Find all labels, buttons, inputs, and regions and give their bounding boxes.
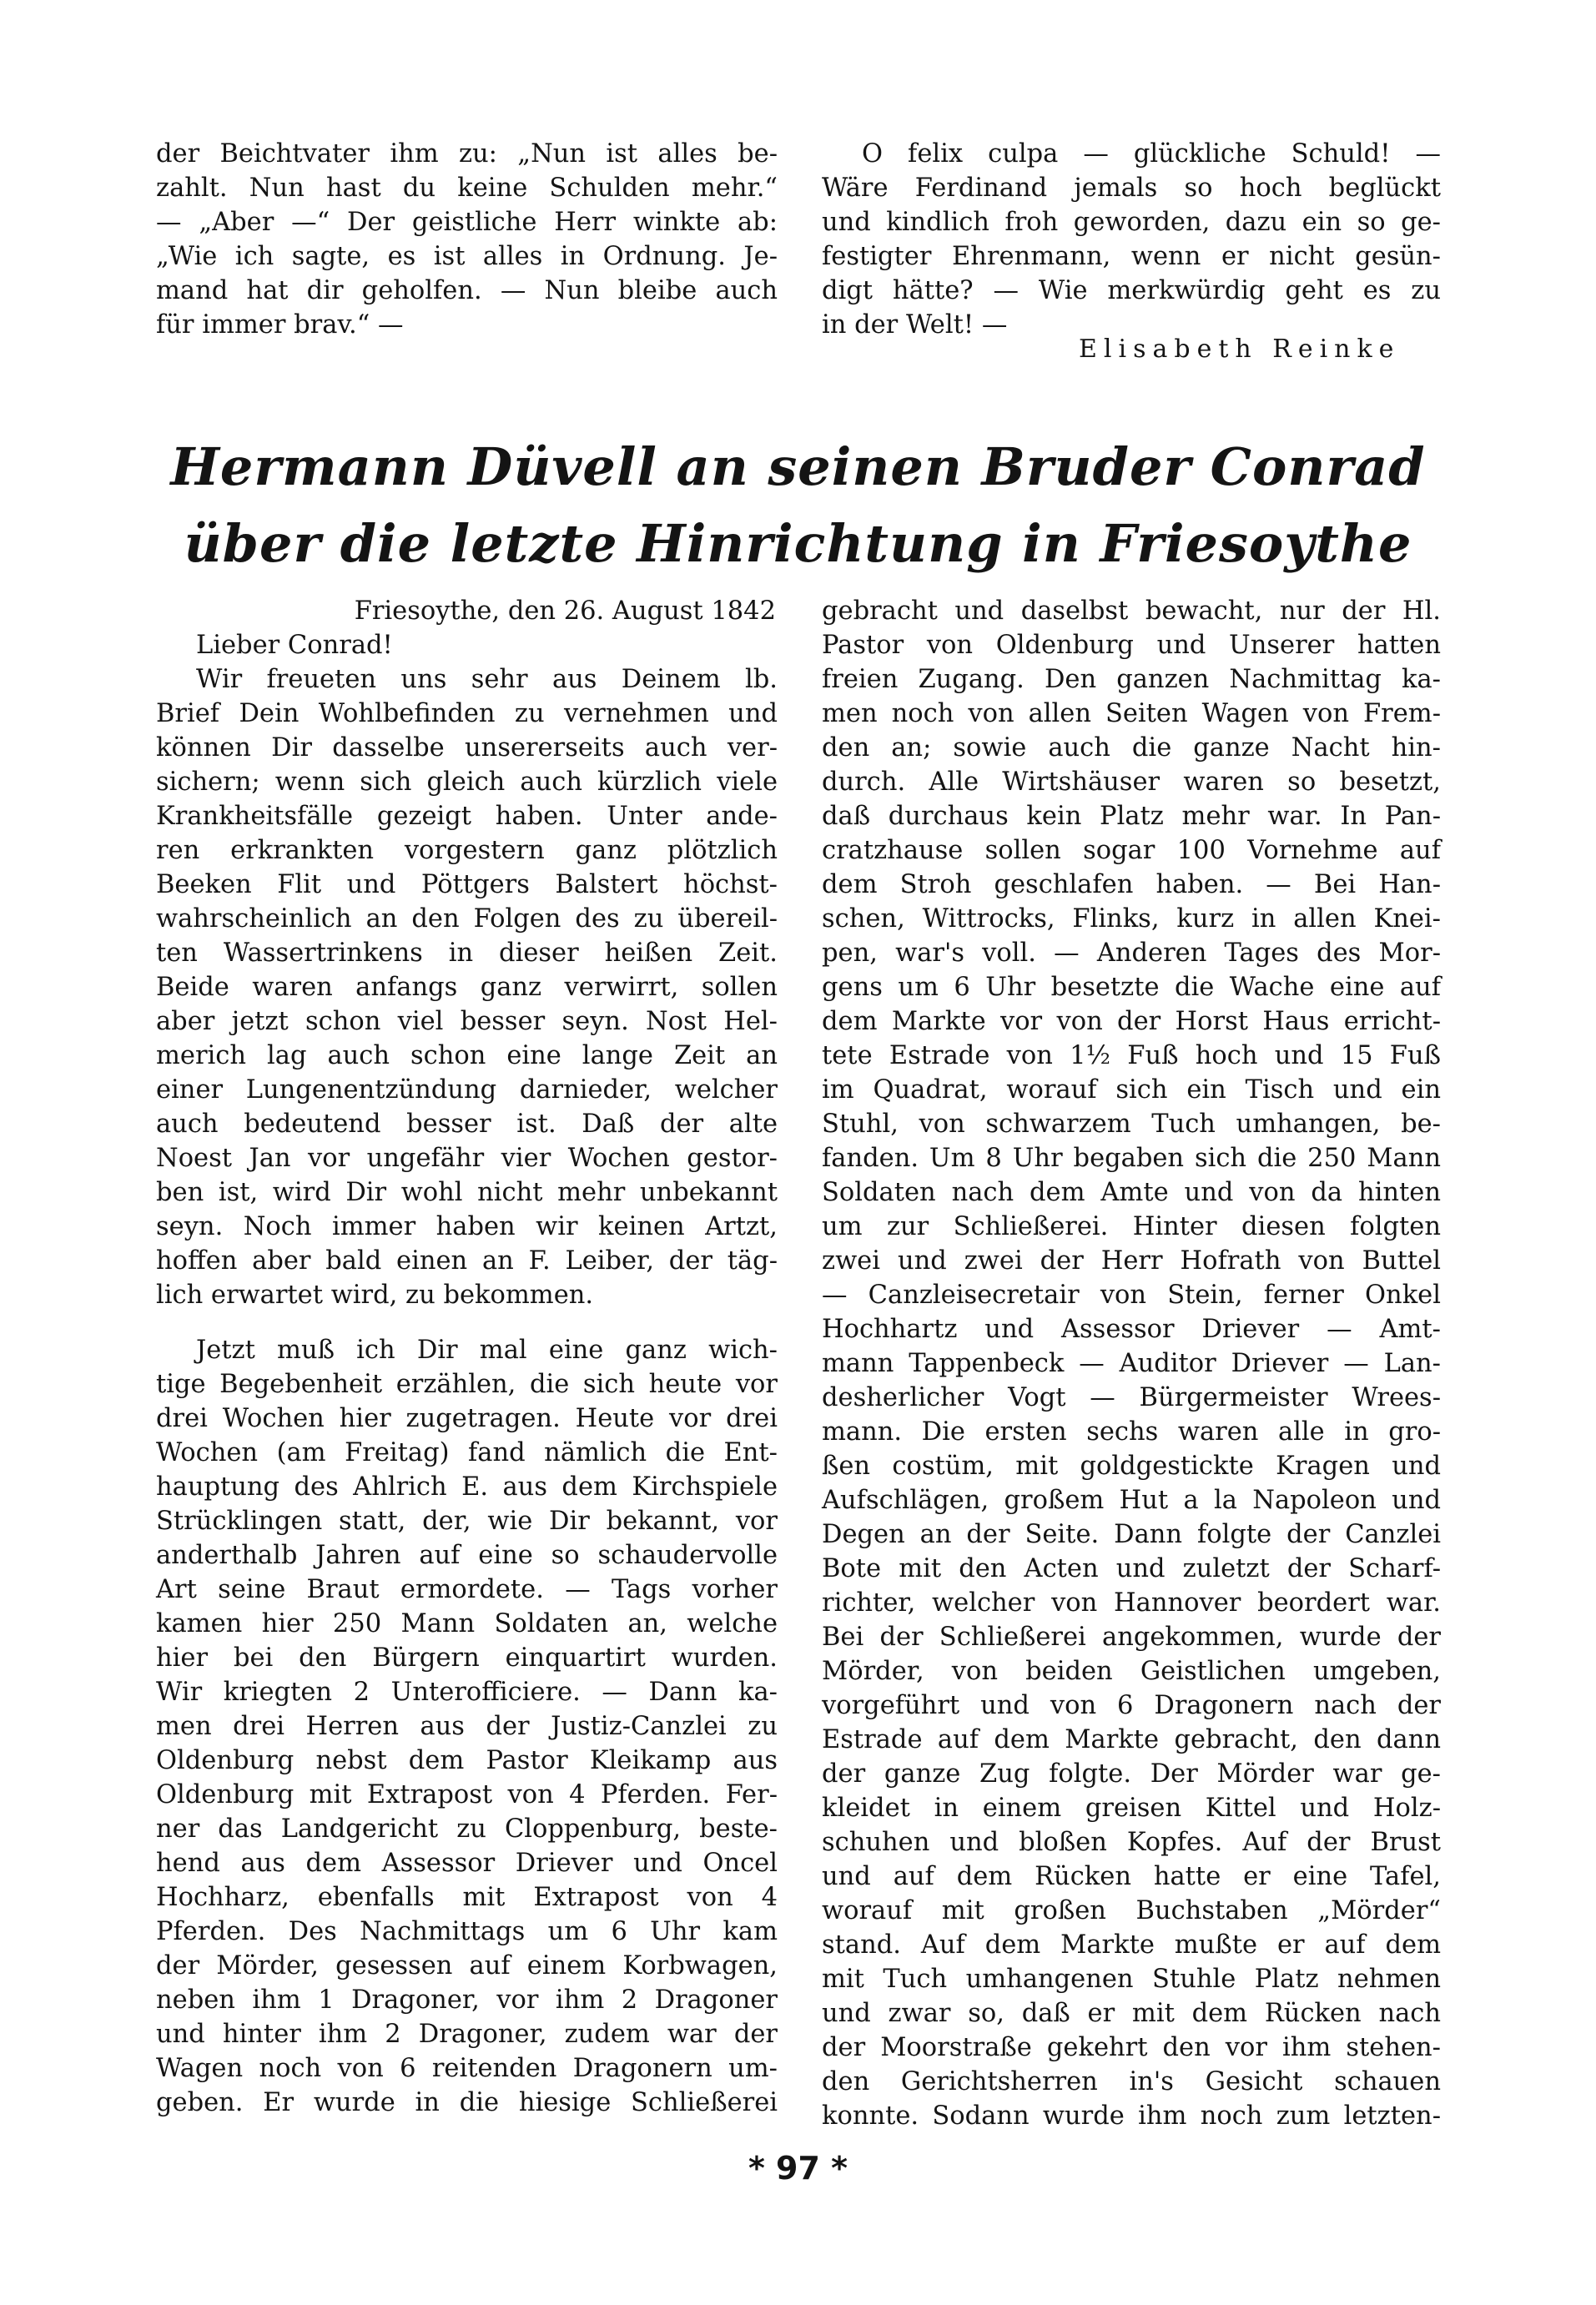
text-line: um zur Schließerei. Hinter diesen folgten <box>822 1212 1441 1241</box>
intro-right-column <box>822 137 1441 342</box>
text-line: für immer brav.“ — <box>156 310 404 340</box>
text-line: Mörder, von beiden Geistlichen umgeben, <box>822 1657 1441 1686</box>
text-line: anderthalb Jahren auf eine so schaudervolle <box>156 1541 778 1570</box>
text-line: freien Zugang. Den ganzen Nachmittag ka- <box>822 665 1441 694</box>
text-line: dem Markte vor von der Horst Haus erricht- <box>822 1007 1441 1036</box>
text-line: — „Aber —“ Der geistliche Herr winkte ab: <box>156 208 778 237</box>
text-line: schuhen und bloßen Kopfes. Auf der Brust <box>822 1828 1441 1857</box>
text-line: Beide waren anfangs ganz verwirrt, sollen <box>156 973 778 1002</box>
text-line: der ganze Zug folgte. Der Mörder war ge- <box>822 1759 1441 1789</box>
text-line: men noch von allen Seiten Wagen von Frem- <box>822 699 1441 728</box>
text-line: den an; sowie auch die ganze Nacht hin- <box>822 733 1441 762</box>
text-line: können Dir dasselbe unsererseits auch ver- <box>156 733 778 762</box>
text-line: Stuhl, von schwarzem Tuch umhangen, be- <box>822 1110 1441 1139</box>
text-line: O felix culpa — glückliche Schuld! — <box>862 139 1441 169</box>
text-line: stand. Auf dem Markte mußte er auf dem <box>822 1930 1441 1960</box>
text-line: hier bei den Bürgern einquartirt wurden. <box>156 1643 778 1673</box>
text-line: hoffen aber bald einen an F. Leiber, der täg- <box>156 1246 778 1276</box>
text-line: Pastor von Oldenburg und Unserer hatten <box>822 631 1441 660</box>
text-line: Aufschlägen, großem Hut a la Napoleon und <box>822 1486 1441 1515</box>
text-line: ten Wassertrinkens in dieser heißen Zeit. <box>156 939 778 968</box>
letter-right-column <box>822 594 1441 2133</box>
text-line: mann. Die ersten sechs waren alle in gro- <box>822 1417 1441 1447</box>
article-title-line-2: über die letzte Hinrichtung in Friesoythe <box>184 513 1412 574</box>
text-line: Jetzt muß ich Dir mal eine ganz wich- <box>196 1336 778 1365</box>
text-line: lich erwartet wird, zu bekommen. <box>156 1281 594 1310</box>
text-line: Hochhartz und Assessor Driever — Amt- <box>822 1315 1441 1344</box>
paragraph-2 <box>156 1333 778 2120</box>
text-line: Wir freueten uns sehr aus Deinem lb. <box>196 665 778 694</box>
text-line: im Quadrat, worauf sich ein Tisch und ein <box>822 1075 1441 1105</box>
text-line: — Canzleisecretair von Stein, ferner Onkel <box>822 1281 1441 1310</box>
text-line: Estrade auf dem Markte gebracht, den dann <box>822 1725 1441 1754</box>
text-line: Noest Jan vor ungefähr vier Wochen gestor- <box>156 1144 778 1173</box>
text-line: gebracht und daselbst bewacht, nur der Hl. <box>822 596 1441 626</box>
text-line: und auf dem Rücken hatte er eine Tafel, <box>822 1862 1441 1891</box>
text-line: mit Tuch umhangenen Stuhle Platz nehmen <box>822 1965 1441 1994</box>
text-line: festigter Ehrenmann, wenn er nicht gesün- <box>822 242 1441 271</box>
text-line: Pferden. Des Nachmittags um 6 Uhr kam <box>156 1917 778 1946</box>
text-line: desherlicher Vogt — Bürgermeister Wrees- <box>822 1383 1441 1412</box>
text-line: und hinter ihm 2 Dragoner, zudem war der <box>156 2020 778 2049</box>
page-number: * 97 * <box>748 2150 848 2187</box>
text-line: digt hätte? — Wie merkwürdig geht es zu <box>822 276 1441 305</box>
text-line: zwei und zwei der Herr Hofrath von Buttel <box>822 1246 1441 1276</box>
letter-left-column <box>156 594 778 2120</box>
text-line: Art seine Braut ermordete. — Tags vorher <box>156 1575 778 1604</box>
text-line: neben ihm 1 Dragoner, vor ihm 2 Dragoner <box>156 1985 778 2015</box>
text-line: men drei Herren aus der Justiz-Canzlei zu <box>156 1712 778 1741</box>
text-line: Krankheitsfälle gezeigt haben. Unter ande- <box>156 802 778 831</box>
text-line: richter, welcher von Hannover beordert war. <box>822 1588 1441 1618</box>
text-line: seyn. Noch immer haben wir keinen Artzt, <box>156 1212 778 1241</box>
text-line: fanden. Um 8 Uhr begaben sich die 250 Mann <box>822 1144 1441 1173</box>
text-line: den Gerichtsherren in's Gesicht schauen <box>822 2067 1441 2096</box>
text-line: Oldenburg nebst dem Pastor Kleikamp aus <box>156 1746 778 1775</box>
intro-left-column <box>156 137 778 342</box>
paragraph-1 <box>156 662 778 1312</box>
text-line: konnte. Sodann wurde ihm noch zum letzten- <box>822 2101 1441 2131</box>
text-line: Beeken Flit und Pöttgers Balstert höchst- <box>156 870 778 899</box>
text-line: Bei der Schließerei angekommen, wurde der <box>822 1623 1441 1652</box>
text-line: Strücklingen statt, der, wie Dir bekannt, vor <box>156 1507 778 1536</box>
text-line: der Mörder, gesessen auf einem Korbwagen, <box>156 1951 778 1980</box>
text-line: aber jetzt schon viel besser seyn. Nost Hel- <box>156 1007 778 1036</box>
text-line: merich lag auch schon eine lange Zeit an <box>156 1041 778 1070</box>
text-line: sichern; wenn sich gleich auch kürzlich viele <box>156 767 778 797</box>
text-line: ner das Landgericht zu Cloppenburg, beste- <box>156 1814 778 1844</box>
text-line: Wagen noch von 6 reitenden Dragonern um- <box>156 2054 778 2083</box>
text-line: durch. Alle Wirtshäuser waren so besetzt, <box>822 767 1441 797</box>
letter-dateline: Friesoythe, den 26. August 1842 <box>354 596 776 626</box>
text-line: worauf mit großen Buchstaben „Mörder“ <box>822 1896 1441 1925</box>
text-line: einer Lungenentzündung darnieder, welcher <box>156 1075 778 1105</box>
text-line: Degen an der Seite. Dann folgte der Canzlei <box>822 1520 1441 1549</box>
text-line: Soldaten nach dem Amte und von da hinten <box>822 1178 1441 1207</box>
text-line: Hochharz, ebenfalls mit Extrapost von 4 <box>156 1883 778 1912</box>
text-line: und kindlich froh geworden, dazu ein so ge- <box>822 208 1441 237</box>
letter-salutation: Lieber Conrad! <box>196 631 393 660</box>
text-line: cratzhause sollen sogar 100 Vornehme auf <box>822 836 1441 865</box>
text-line: der Beichtvater ihm zu: „Nun ist alles be- <box>156 139 778 169</box>
text-line: mann Tappenbeck — Auditor Driever — Lan- <box>822 1349 1441 1378</box>
text-line: kleidet in einem greisen Kittel und Holz- <box>822 1794 1441 1823</box>
text-line: mand hat dir geholfen. — Nun bleibe auch <box>156 276 778 305</box>
text-line: in der Welt! — <box>822 310 1008 340</box>
article-title-line-1: Hermann Düvell an seinen Bruder Conrad <box>170 436 1426 497</box>
text-line: pen, war's voll. — Anderen Tages des Mor- <box>822 939 1441 968</box>
text-line: ßen costüm, mit goldgestickte Kragen und <box>822 1452 1441 1481</box>
text-line: daß durchaus kein Platz mehr war. In Pan- <box>822 802 1441 831</box>
text-line: „Wie ich sagte, es ist alles in Ordnung. Je- <box>156 242 778 271</box>
text-line: drei Wochen hier zugetragen. Heute vor drei <box>156 1404 778 1433</box>
text-line: kamen hier 250 Mann Soldaten an, welche <box>156 1609 778 1638</box>
text-line: Bote mit den Acten und zuletzt der Scharf- <box>822 1554 1441 1583</box>
text-line: hend aus dem Assessor Driever und Oncel <box>156 1849 778 1878</box>
text-line: Wir kriegten 2 Unterofficiere. — Dann ka- <box>156 1678 778 1707</box>
text-line: Wochen (am Freitag) fand nämlich die Ent- <box>156 1438 778 1467</box>
text-line: der Moorstraße gekehrt den vor ihm stehen- <box>822 2033 1441 2062</box>
text-line: ben ist, wird Dir wohl nicht mehr unbekannt <box>156 1178 778 1207</box>
text-line: tige Begebenheit erzählen, die sich heute vor <box>156 1370 778 1399</box>
text-line: vorgeführt und von 6 Dragonern nach der <box>822 1691 1441 1720</box>
text-line: Oldenburg mit Extrapost von 4 Pferden. Fer- <box>156 1780 778 1809</box>
text-line: tete Estrade von 1½ Fuß hoch und 15 Fuß <box>822 1041 1441 1070</box>
text-line: hauptung des Ahlrich E. aus dem Kirchspiele <box>156 1472 778 1502</box>
author-signature: Elisabeth Reinke <box>1079 335 1401 364</box>
text-line: Wäre Ferdinand jemals so hoch beglückt <box>822 174 1441 203</box>
text-line: wahrscheinlich an den Folgen des zu übereil- <box>156 904 778 934</box>
text-line: und zwar so, daß er mit dem Rücken nach <box>822 1999 1441 2028</box>
text-line: auch bedeutend besser ist. Daß der alte <box>156 1110 778 1139</box>
text-line: ren erkrankten vorgestern ganz plötzlich <box>156 836 778 865</box>
text-line: geben. Er wurde in die hiesige Schließerei <box>156 2088 778 2117</box>
text-line: zahlt. Nun hast du keine Schulden mehr.“ <box>156 174 778 203</box>
text-line: gens um 6 Uhr besetzte die Wache eine auf <box>822 973 1441 1002</box>
text-line: schen, Wittrocks, Flinks, kurz in allen Knei- <box>822 904 1441 934</box>
text-line: Brief Dein Wohlbefinden zu vernehmen und <box>156 699 778 728</box>
text-line: dem Stroh geschlafen haben. — Bei Han- <box>822 870 1441 899</box>
